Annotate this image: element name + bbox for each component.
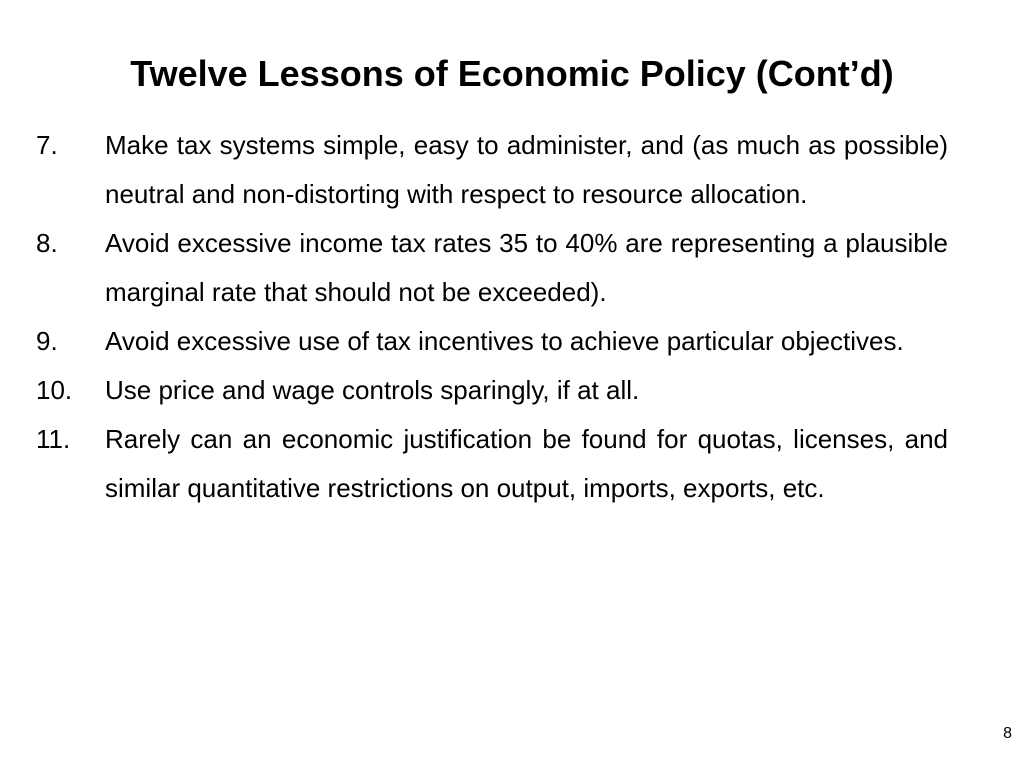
lesson-number: 11.	[36, 424, 71, 454]
lesson-number: 10.	[36, 375, 73, 405]
slide-title: Twelve Lessons of Economic Policy (Cont’d)	[130, 53, 894, 94]
lesson-text: Use price and wage controls sparingly, if at all.	[105, 375, 640, 405]
list-item	[36, 366, 948, 415]
page-number: 8	[1003, 725, 1012, 742]
lesson-list	[36, 121, 948, 513]
lesson-text: Avoid excessive use of tax incentives to achieve particular objectives.	[105, 326, 904, 356]
list-item	[36, 219, 948, 317]
lesson-text: Avoid excessive income tax rates 35 to 40% are representing a plausible marginal rate that should not be exceeded).	[105, 228, 948, 307]
lesson-number: 9.	[36, 326, 58, 356]
list-item	[36, 121, 948, 219]
lesson-text: Rarely can an economic justification be found for quotas, licenses, and similar quantitative restrictions on output, imports, exports, etc.	[105, 424, 948, 503]
lesson-text: Make tax systems simple, easy to administer, and (as much as possible) neutral and non-distorting with respect to resource allocation.	[105, 130, 948, 209]
lesson-number: 8.	[36, 228, 58, 258]
list-item	[36, 415, 948, 513]
lesson-number: 7.	[36, 130, 58, 160]
list-item	[36, 317, 948, 366]
